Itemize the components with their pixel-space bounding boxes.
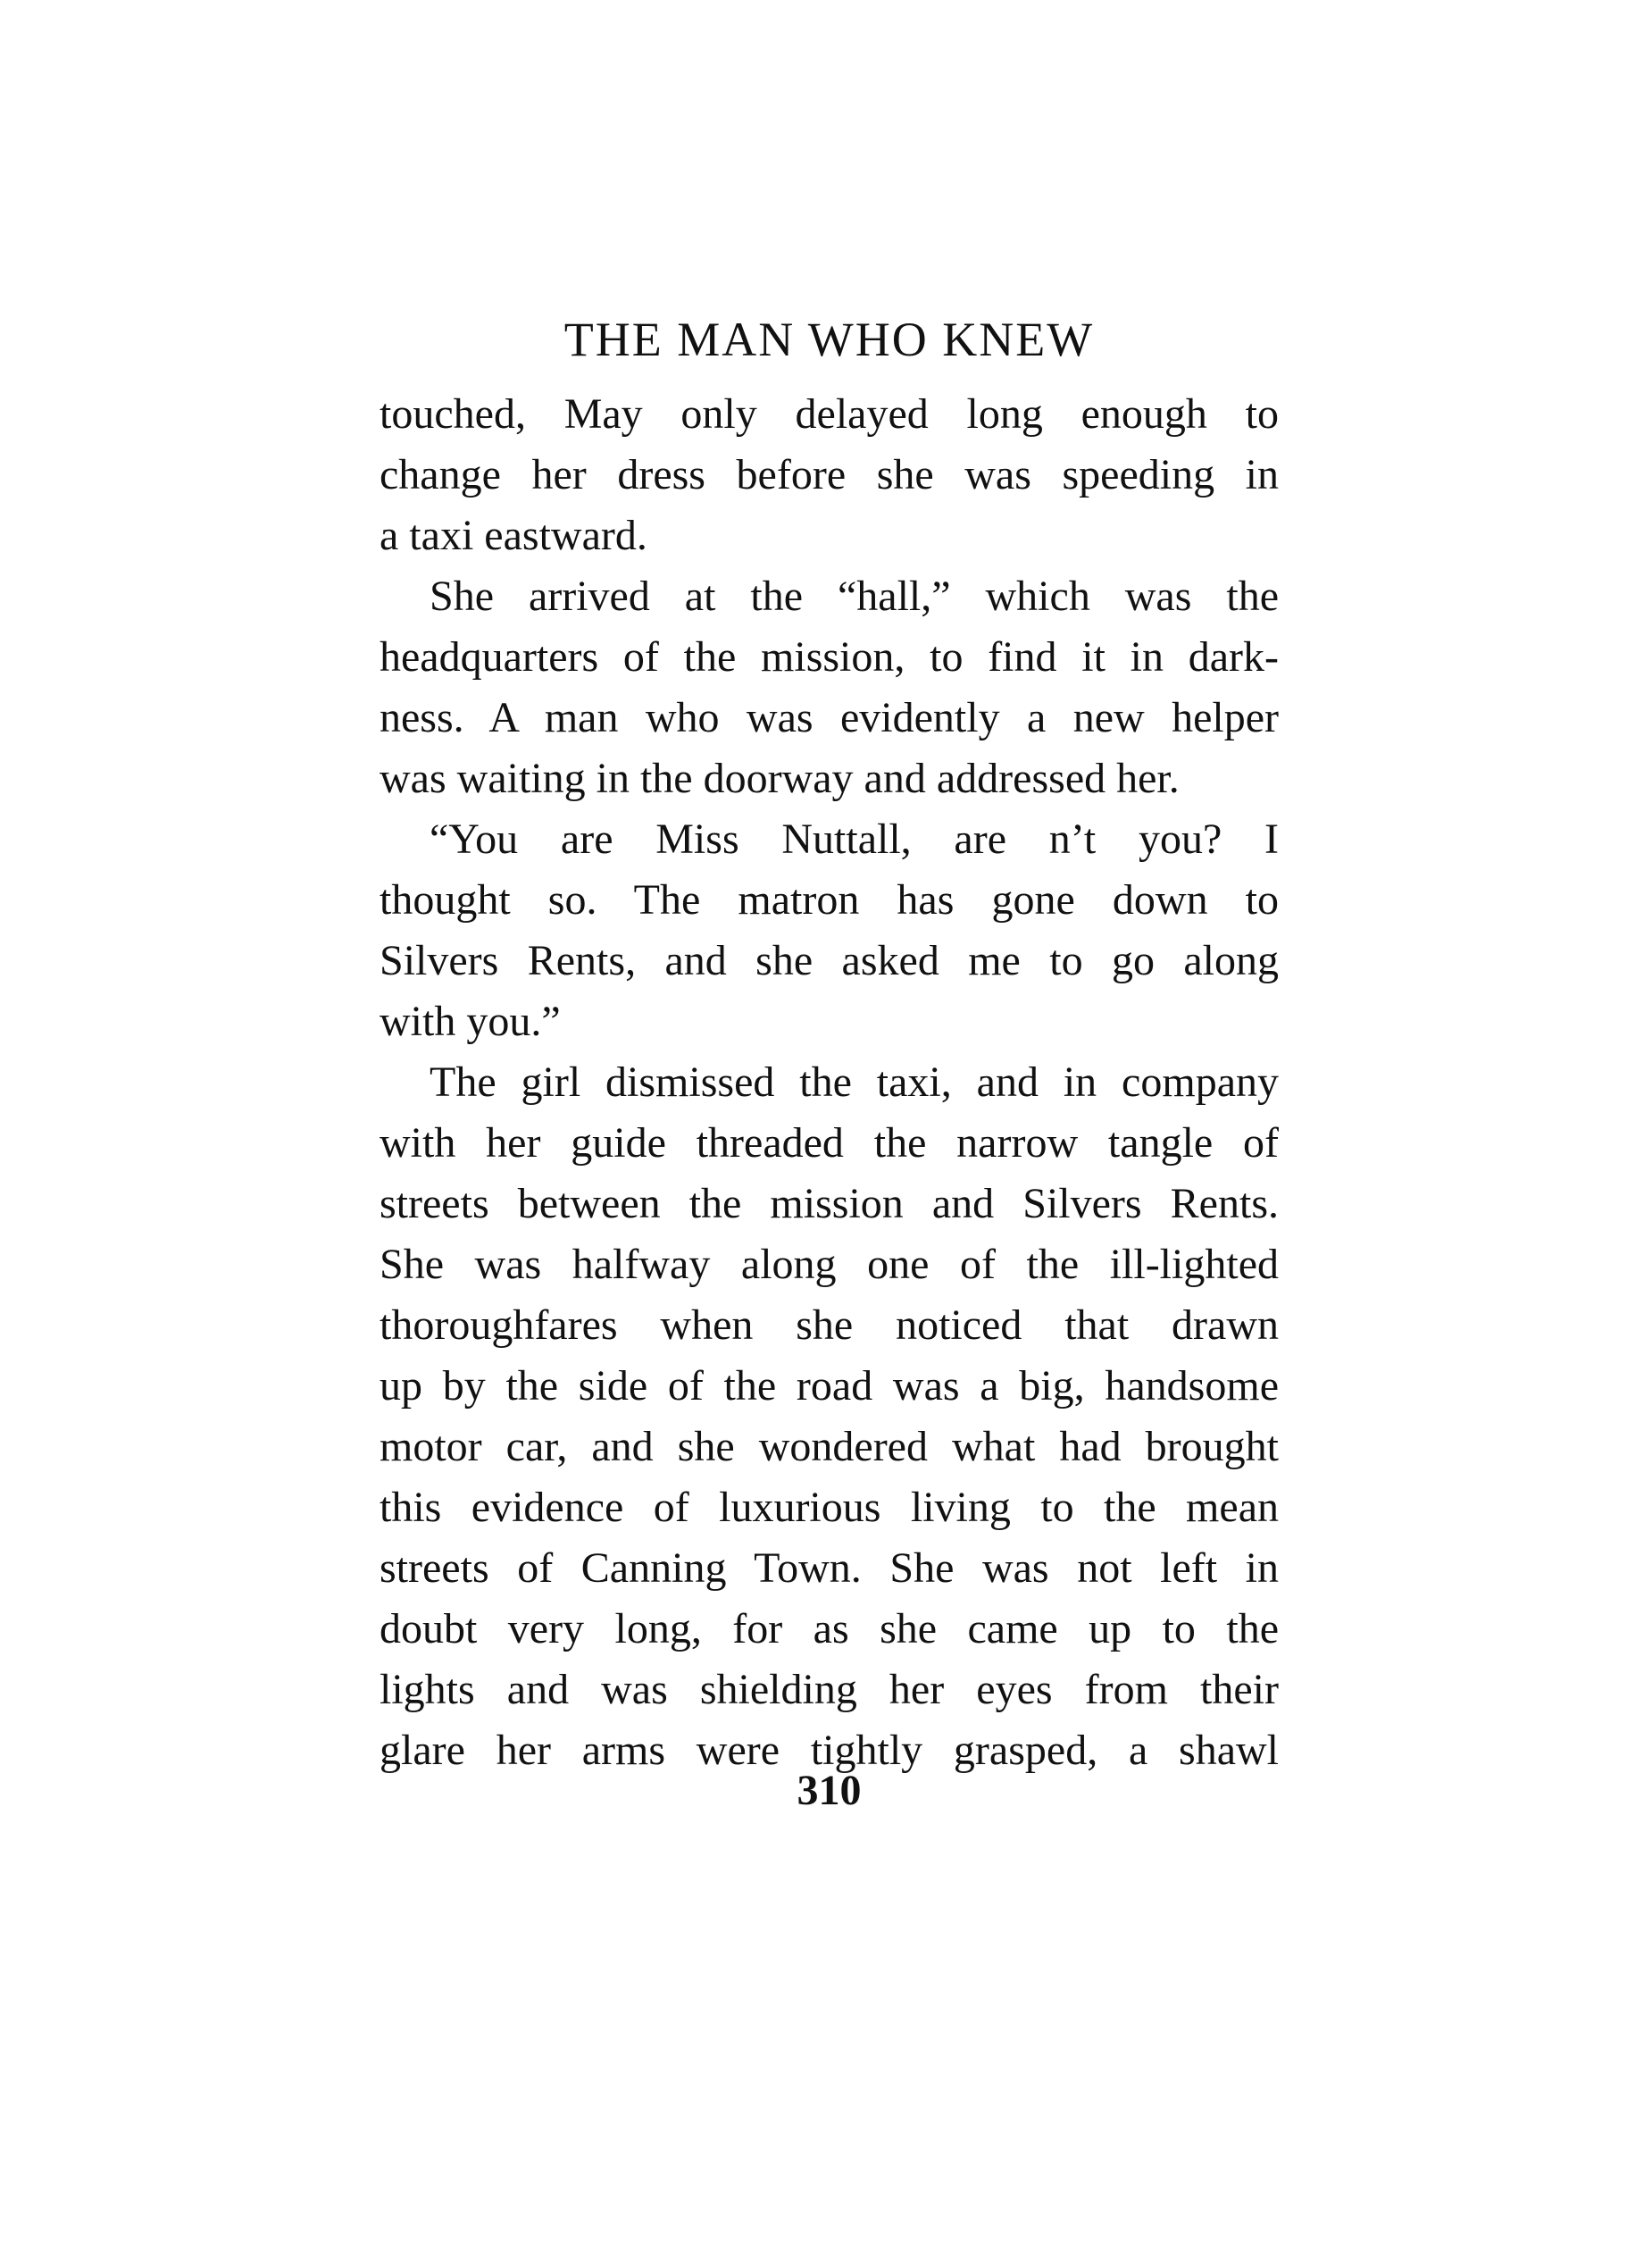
running-head: THE MAN WHO KNEW (563, 313, 1095, 366)
text-line: The girl dismissed the taxi, and in company (430, 1058, 1279, 1106)
text-line: was waiting in the doorway and addressed her. (380, 755, 1180, 802)
text-line: with you.” (380, 998, 561, 1045)
text-line: a taxi eastward. (380, 512, 647, 559)
body-text (380, 384, 1279, 1781)
text-line: streets of Canning Town. She was not left in (380, 1544, 1279, 1592)
text-line: glare her arms were tightly grasped, a shawl (380, 1727, 1279, 1774)
text-line: lights and was shielding her eyes from their (380, 1666, 1279, 1713)
text-line: ness. A man who was evidently a new helper (380, 694, 1279, 741)
text-line: headquarters of the mission, to find it in dark- (380, 633, 1279, 681)
text-line: She was halfway along one of the ill-lighted (380, 1241, 1279, 1288)
text-line: change her dress before she was speeding in (380, 451, 1279, 498)
text-line: motor car, and she wondered what had brought (380, 1423, 1279, 1470)
text-line: streets between the mission and Silvers Rents. (380, 1180, 1279, 1227)
page-number: 310 (797, 1767, 862, 1814)
text-line: Silvers Rents, and she asked me to go along (380, 937, 1279, 984)
text-line: doubt very long, for as she came up to the (380, 1605, 1279, 1652)
text-line: thoroughfares when she noticed that drawn (380, 1301, 1279, 1349)
text-line: “You are Miss Nuttall, are n’t you? I (430, 816, 1279, 863)
text-line: touched, May only delayed long enough to (380, 390, 1279, 438)
text-line: She arrived at the “hall,” which was the (430, 573, 1279, 620)
text-line: with her guide threaded the narrow tangle of (380, 1119, 1279, 1167)
text-line: up by the side of the road was a big, handsome (380, 1362, 1279, 1410)
text-line: thought so. The matron has gone down to (380, 876, 1279, 924)
text-line: this evidence of luxurious living to the mean (380, 1484, 1279, 1531)
